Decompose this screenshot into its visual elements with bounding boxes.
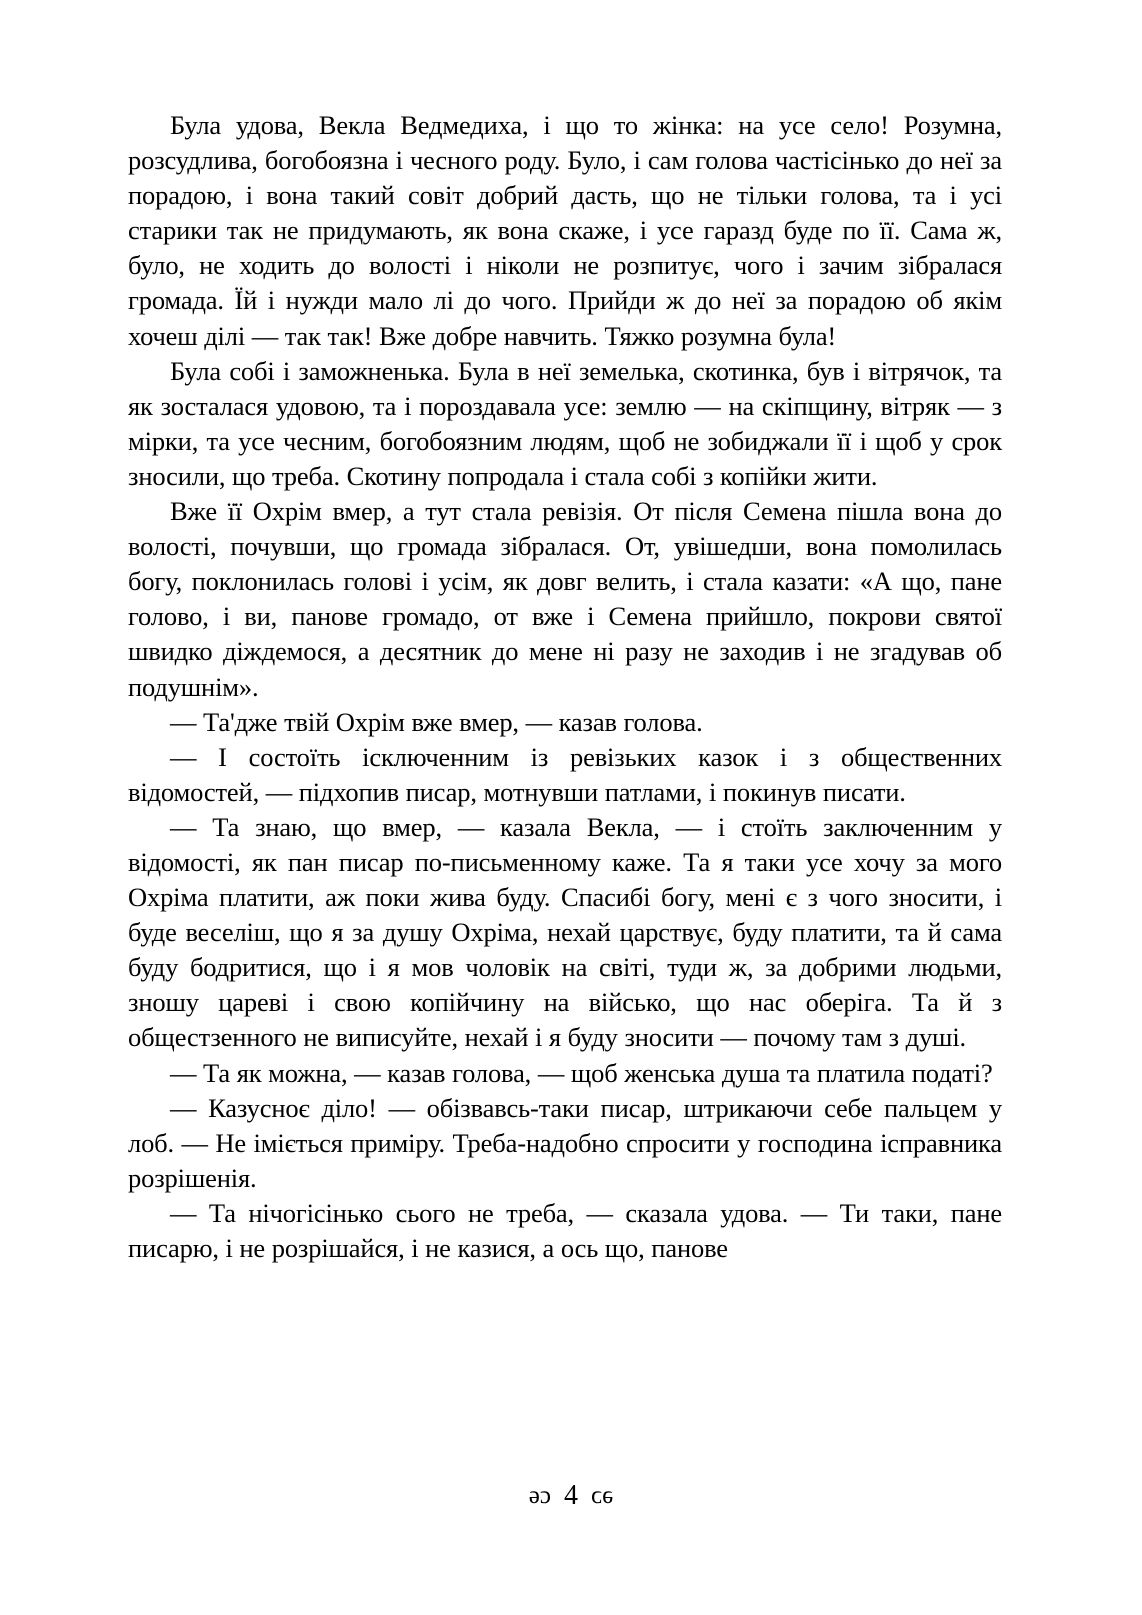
paragraph: — Та'дже твій Охрім вже вмер, — казав голова. — [170, 706, 703, 737]
paragraph: Була удова, Векла Ведмедиха, і що то жінка: на усе село! Розумна, розсудлива, богобоязна і чесного роду. Було, і сам голова частісінько до неї за порадою, і вона такий совіт добрий дасть, що не тільки голова, та і усі старики так не придумають, як вона скаже, і усе гаразд буде по її. Сама ж, було, не ходить до волості і ніколи не розпитує, чого і зачим зібралася громада. Їй і нужди мало лі до чого. Прийди ж до неї за порадою об якім хочеш ділі — так так! Вже добре навчить. Тяжко розумна була! — [128, 110, 1002, 351]
fleuron-ornament-left-icon: əɔ — [528, 1482, 551, 1509]
paragraph: — Та нічогісінько сього не треба, — сказала удова. — Ти таки, пане писарю, і не розрішайся, і не казися, а ось що, панове — [128, 1197, 1002, 1263]
paragraph: — Казусноє діло! — обізвавсь-таки писар, штрикаючи себе пальцем у лоб. — Не іміється приміру. Треба-надобно спросити у господина ісправника розрішенія. — [128, 1092, 1002, 1193]
paragraph: Вже її Охрім вмер, а тут стала ревізія. От після Семена пішла вона до волості, почувши, що громада зібралася. От, увішедши, вона помолилась богу, поклонилась голові і усім, як довг велить, і стала казати: «А що, пане голово, і ви, панове громадо, от вже і Семена прийшло, покрови святої швидко діждемося, а десятник до мене ні разу не заходив і не згадував об подушнім». — [128, 496, 1002, 702]
paragraph: Була собі і заможненька. Була в неї земелька, скотинка, був і вітрячок, та як зосталася удовою, та і пороздавала усе: землю — на скіпщину, вітряк — з мірки, та усе чесним, богобоязним людям, щоб не зобиджали її і щоб у срок зносили, що треба. Скотину попродала і стала собі з копійки жити. — [128, 355, 1002, 491]
fleuron-ornament-right-icon: əɔ — [591, 1482, 614, 1509]
folio — [529, 1482, 613, 1510]
page-number: 4 — [564, 1480, 578, 1511]
paragraph: — Та як можна, — казав голова, — щоб женська душа та платила податі? — [170, 1057, 993, 1088]
paragraph: — Та знаю, що вмер, — казала Векла, — і стоїть заключенним у відомості, як пан писар по-письменному каже. Та я таки усе хочу за мого Охріма платити, аж поки жива буду. Спасибі богу, мені є з чого зносити, і буде веселіш, що я за душу Охріма, нехай царствує, буду платити, та й сама буду бодритися, що і я мов чоловік на світі, туди ж, за добрими людьми, зношу цареві і свою копійчину на військо, що нас оберіга. Та й з общестзенного не виписуйте, нехай і я буду зносити — почому там з душі. — [128, 811, 1002, 1053]
paragraph: — І состоїть ісключенним із ревізьких казок і з общественних відомостей, — підхопив писар, мотнувши патлами, і покинув писати. — [128, 741, 1002, 807]
body-text-block — [128, 108, 1002, 1266]
page-footer — [0, 1482, 1142, 1510]
